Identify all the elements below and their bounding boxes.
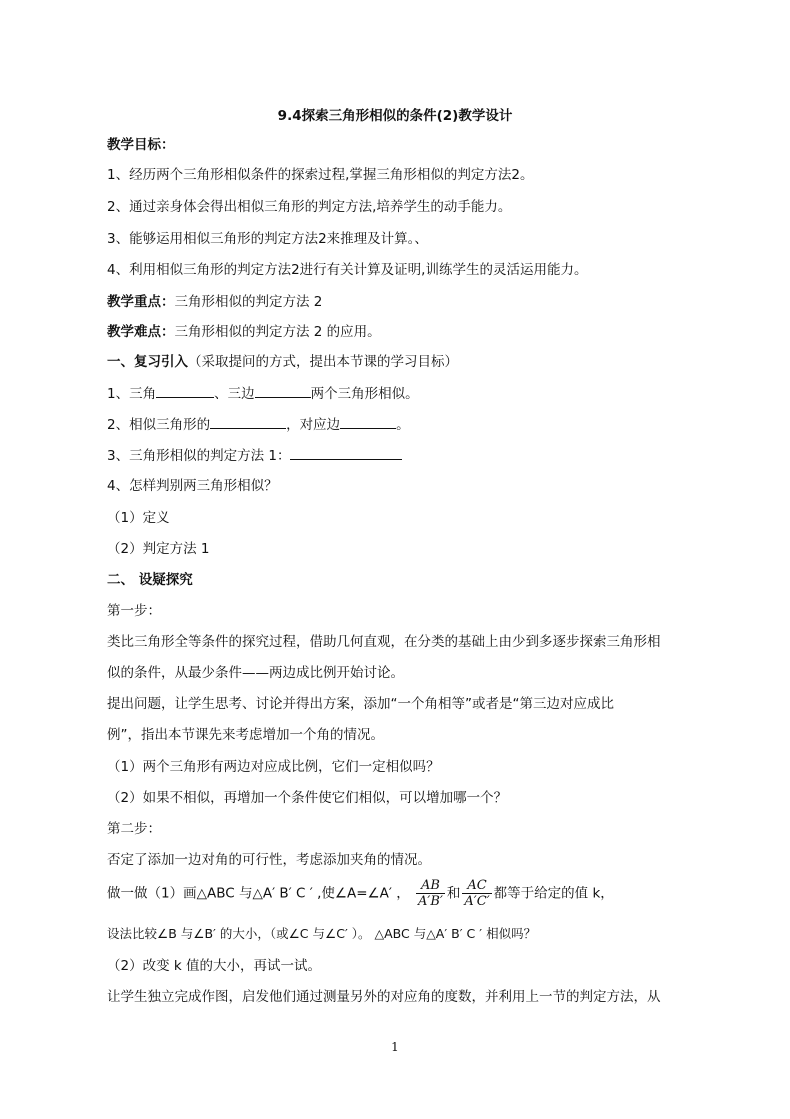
difficulty-text: 三角形相似的判定方法 2 的应用。 [174, 324, 381, 340]
review-q4: 4、怎样判别两三角形相似？ [107, 478, 278, 494]
change-k-line: （2）改变 k 值的大小，再试一试。 [107, 958, 321, 974]
key-point-label: 教学重点： [107, 294, 175, 310]
fraction-numerator: AB [416, 878, 445, 894]
answer-blank [156, 384, 214, 398]
review-q1-part: 两个三角形相似。 [310, 386, 419, 402]
page-title: 9.4探索三角形相似的条件(2)教学设计 [277, 108, 513, 124]
review-q2-part: ，对应边 [286, 417, 341, 433]
page-number: 1 [391, 1040, 399, 1054]
section2-heading: 二、 设疑探究 [107, 572, 193, 588]
answer-blank [255, 384, 311, 398]
key-point-line [107, 293, 322, 311]
try-line [107, 878, 614, 909]
question-2: （2）如果不相似，再增加一个条件使它们相似，可以增加哪一个？ [107, 790, 508, 806]
fraction-denominator: A′C′ [464, 894, 490, 909]
goal-item: 1、经历两个三角形相似条件的探索过程,掌握三角形相似的判定方法2。 [107, 167, 534, 183]
review-q1-part: 、三边 [214, 386, 255, 402]
fraction-denominator: A′B′ [418, 894, 443, 909]
fraction-numerator: AC [462, 878, 491, 894]
review-q2 [107, 415, 410, 434]
review-q1-part: 1、三角 [107, 386, 157, 402]
goal-item: 2、通过亲身体会得出相似三角形的判定方法,培养学生的动手能力。 [107, 199, 512, 215]
difficulty-line [107, 323, 381, 341]
review-q1 [107, 384, 419, 403]
review-q2-part: 。 [396, 417, 410, 433]
section1-heading: 一、复习引入 [107, 354, 188, 370]
key-point-text: 三角形相似的判定方法 2 [174, 294, 323, 310]
answer-blank [290, 446, 402, 460]
fraction-ab [416, 878, 445, 909]
try-text: 做一做（1）画△ABC 与△A′ B′ C ′ ,使∠A=∠A′ ， [107, 885, 410, 902]
answer-blank [210, 415, 286, 429]
compare-line: 设法比较∠B 与∠B′ 的大小，（或∠C 与∠C′ ）。 △ABC 与△A′ B′ C ′ 相似吗？ [107, 926, 537, 941]
review-q2-part: 2、相似三角形的 [107, 417, 211, 433]
goals-heading: 教学目标： [107, 137, 175, 153]
review-answer-1: （1）定义 [107, 510, 170, 526]
paragraph-line: 提出问题，让学生思考、讨论并得出方案，添加“一个角相等”或者是“第三边对应成比 [107, 696, 614, 712]
paragraph-line: 否定了添加一边对角的可行性，考虑添加夹角的情况。 [107, 852, 431, 868]
review-q3 [107, 446, 402, 465]
step1-label: 第一步： [107, 603, 161, 619]
answer-blank [340, 415, 396, 429]
goal-item: 4、利用相似三角形的判定方法2进行有关计算及证明,训练学生的灵活运用能力。 [107, 262, 588, 278]
paragraph-line: 类比三角形全等条件的探究过程，借助几何直观，在分类的基础上由少到多逐步探索三角形相 [107, 634, 661, 650]
fraction-ac [462, 878, 491, 909]
step2-label: 第二步： [107, 821, 161, 837]
section1-note: （采取提问的方式，提出本节课的学习目标） [188, 354, 458, 370]
review-answer-2: （2）判定方法 1 [107, 541, 210, 557]
try-text: 都等于给定的值 k， [493, 885, 614, 902]
and-text: 和 [446, 885, 461, 902]
review-q3-text: 3、三角形相似的判定方法 1： [107, 448, 291, 464]
difficulty-label: 教学难点： [107, 324, 175, 340]
question-1: （1）两个三角形有两边对应成比例，它们一定相似吗？ [107, 759, 440, 775]
paragraph-line: 让学生独立完成作图，启发他们通过测量另外的对应角的度数，并利用上一节的判定方法，从 [107, 989, 661, 1005]
paragraph-line: 似的条件，从最少条件——两边成比例开始讨论。 [107, 665, 404, 681]
section1-heading-line [107, 353, 458, 371]
paragraph-line: 例”，指出本节课先来考虑增加一个角的情况。 [107, 727, 384, 743]
goal-item: 3、能够运用相似三角形的判定方法2来推理及计算。、 [107, 231, 428, 247]
